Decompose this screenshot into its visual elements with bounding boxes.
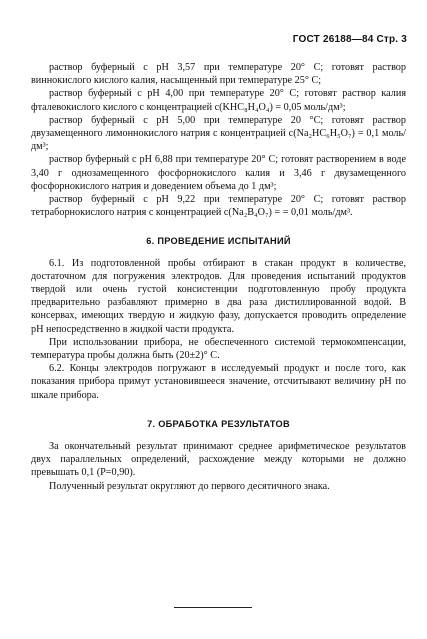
- section-7-paragraph: Полученный результат округляют до первого десятичного знака.: [49, 480, 330, 492]
- reagent-item: раствор буферный с рН 3,57 при температуре 20° С; готовят раствор виннокислого кислого калия, насыщенный при температуре 25° С;: [31, 62, 406, 87]
- end-divider: [174, 607, 252, 608]
- reagent-item: раствор буферный с рН 9,22 при температуре 20° С; готовят раствор тетраборнокислого натрия с концентрацией c(Na₂B₄O₇) = = 0,01 моль/дм³.: [31, 194, 406, 219]
- section-7-heading: 7. ОБРАБОТКА РЕЗУЛЬТАТОВ: [147, 418, 290, 429]
- reagent-item: раствор буферный с рН 5,00 при температуре 20 °С; готовят раствор двузамещенного лимоннокислого натрия с концентрацией c(Na₂HC₆H₅O₇) = 0,1 моль/дм³;: [31, 114, 406, 153]
- section-6-paragraph: 6.1. Из подготовленной пробы отбирают в стакан продукт в количестве, достаточном для погружения электродов. Для проведения испытаний продуктов твердой или очень густой консистенции подготовленную пробу продукта предварительно разбавляют примерно в два раза дистиллированной водой. В консервах, имеющих твердую и жидкую фазу, допускается проводить определение рН непосредственно в жидкой части продукта.: [31, 257, 406, 335]
- section-6-paragraph: 6.2. Концы электродов погружают в исследуемый продукт и после того, как показания прибора примут установившееся значение, отсчитывают величину рН по шкале прибора.: [31, 363, 406, 401]
- reagent-item: раствор буферный с рН 6,88 при температуре 20° С; готовят растворением в воде 3,40 г однозамещенного фосфорнокислого калия и 3,46 г двузамещенного фосфорнокислого натрия и доведением объема до 1 дм³;: [31, 154, 406, 192]
- section-6-heading: 6. ПРОВЕДЕНИЕ ИСПЫТАНИЙ: [146, 236, 291, 247]
- section-7-paragraph: За окончательный результат принимают среднее арифметическое результатов двух параллельных определений, расхождение между которыми не должно превышать 0,1 (P=0,90).: [31, 441, 406, 479]
- page-header: ГОСТ 26188—84 Стр. 3: [292, 34, 407, 45]
- section-6-paragraph: При использовании прибора, не обеспеченного системой термокомпенсации, температура пробы должна быть (20±2)° С.: [31, 336, 406, 362]
- reagent-item: раствор буферный с рН 4,00 при температуре 20° С; готовят раствор калия фталевокислого кислого с концентрацией c(KHC₈H₄O₄) = 0,05 моль/дм³;: [31, 88, 406, 113]
- document-body: [31, 61, 406, 493]
